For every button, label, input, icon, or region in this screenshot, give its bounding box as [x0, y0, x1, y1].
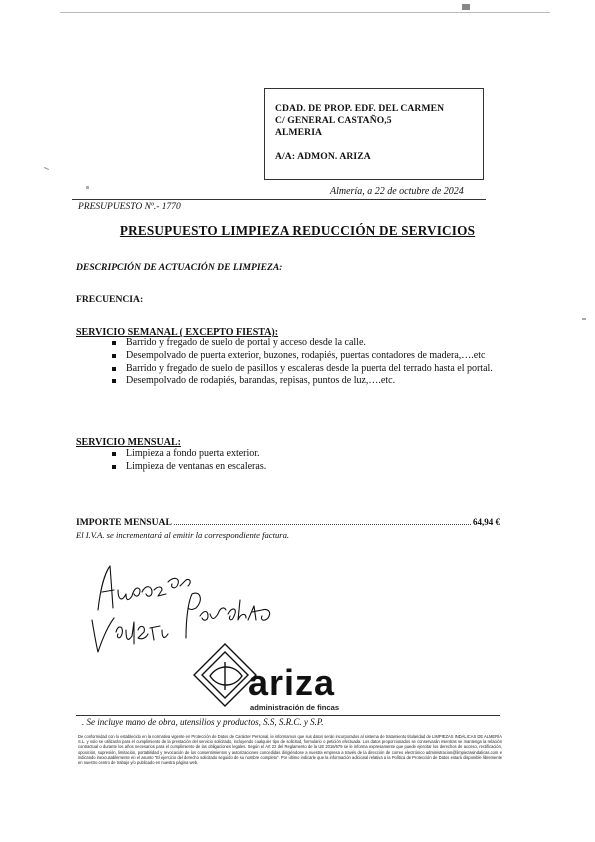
logo-brand: ariza [248, 662, 336, 703]
list-item: Desempolvado de rodapiés, barandas, repisas, puntos de luz,….etc. [112, 375, 500, 388]
company-logo [188, 640, 356, 716]
signature-text-2 [100, 640, 101, 641]
list-item: Barrido y fregado de suelo de pasillos y escaleras desde la puerta del terrado hasta el portal. [112, 363, 500, 376]
monthly-amount-row [76, 517, 500, 528]
monthly-service-heading: SERVICIO MENSUAL: [76, 437, 181, 448]
list-item: Barrido y fregado de suelo de portal y acceso desde la calle. [112, 337, 500, 350]
description-heading: DESCRIPCIÓN DE ACTUACIÓN DE LIMPIEZA: [76, 262, 283, 273]
document-title: PRESUPUESTO LIMPIEZA REDUCCIÓN DE SERVICIOS [119, 223, 476, 238]
list-item: Desempolvado de puerta exterior, buzones, rodapiés, puertas contadores de madera,….etc [112, 350, 500, 363]
recipient-street: C/ GENERAL CASTAÑO,5 [275, 115, 392, 126]
monthly-service-list [112, 448, 500, 474]
includes-divider [76, 715, 500, 716]
amount-label: IMPORTE MENSUAL [76, 517, 172, 528]
dot-leader [174, 524, 471, 525]
signature-text-1 [100, 598, 101, 599]
scan-speck [462, 4, 470, 10]
includes-note: . Se incluye mano de obra, utensilios y productos, S.S, S.R.C. y S.P. [82, 717, 324, 727]
vat-note: El I.V.A. se incrementará al emitir la correspondiente factura. [76, 530, 290, 540]
amount-value: 64,94 € [473, 517, 500, 527]
recipient-address-box [264, 88, 484, 180]
document-date: Almería, a 22 de octubre de 2024 [330, 186, 464, 197]
date-underline [72, 199, 486, 200]
scan-speck [86, 186, 89, 189]
list-item: Limpieza a fondo puerta exterior. [112, 448, 500, 461]
legal-notice: De conformidad con lo establecido en la normativa vigente en Protección de Datos de Carácter Personal, le informamos que sus datos serán incorporados al sistema de tratamiento titularidad de LIMPIEZAS INDÁLICAS DE ALMERÍA S.L. y solo se utilizarán para el cumplimiento de la prestación del servicio solicitado, incluyendo cualquier tipo de solicitud, formulario o petición efectuada. Los datos proporcionados se conservarán mientras se mantenga la relación contractual o durante los años necesarios para el cumplimiento de las obligaciones legales. Según el Art 22 del Reglamento de la UE 2016/679 se le informa expresamente que puede ejercitar los derechos de acceso, rectificación, oposición, supresión, limitación, portabilidad y revocación de los consentimientos y autorizaciones concedidas dirigiéndose a nuestra empresa a través de la dirección de correo electrónico administracion@limpiezasindalicas.com e indicando inexcusablemente en el asunto "El ejercicio del derecho solicitado seguido de su nombre completo". Por último indicarle que la información adicional relativa a la Política de Protección de Datos estará disponible libremente en nuestro centro de trabajo y/o publicado en nuestra página web. [78, 734, 502, 766]
top-border-line [60, 12, 550, 13]
logo-tagline: administración de fincas [250, 703, 340, 712]
frequency-heading: FRECUENCIA: [76, 294, 144, 305]
recipient-attention: A/A: ADMON. ARIZA [275, 151, 371, 162]
scan-speck [582, 318, 586, 320]
weekly-service-heading: SERVICIO SEMANAL ( EXCEPTO FIESTA): [76, 327, 279, 338]
recipient-name: CDAD. DE PROP. EDF. DEL CARMEN [275, 103, 445, 114]
list-item: Limpieza de ventanas en escaleras. [112, 461, 500, 474]
budget-number: PRESUPUESTO Nº.- 1770 [78, 202, 181, 212]
weekly-service-list [112, 337, 500, 388]
recipient-city: ALMERIA [275, 127, 323, 138]
scan-speck [44, 167, 49, 170]
